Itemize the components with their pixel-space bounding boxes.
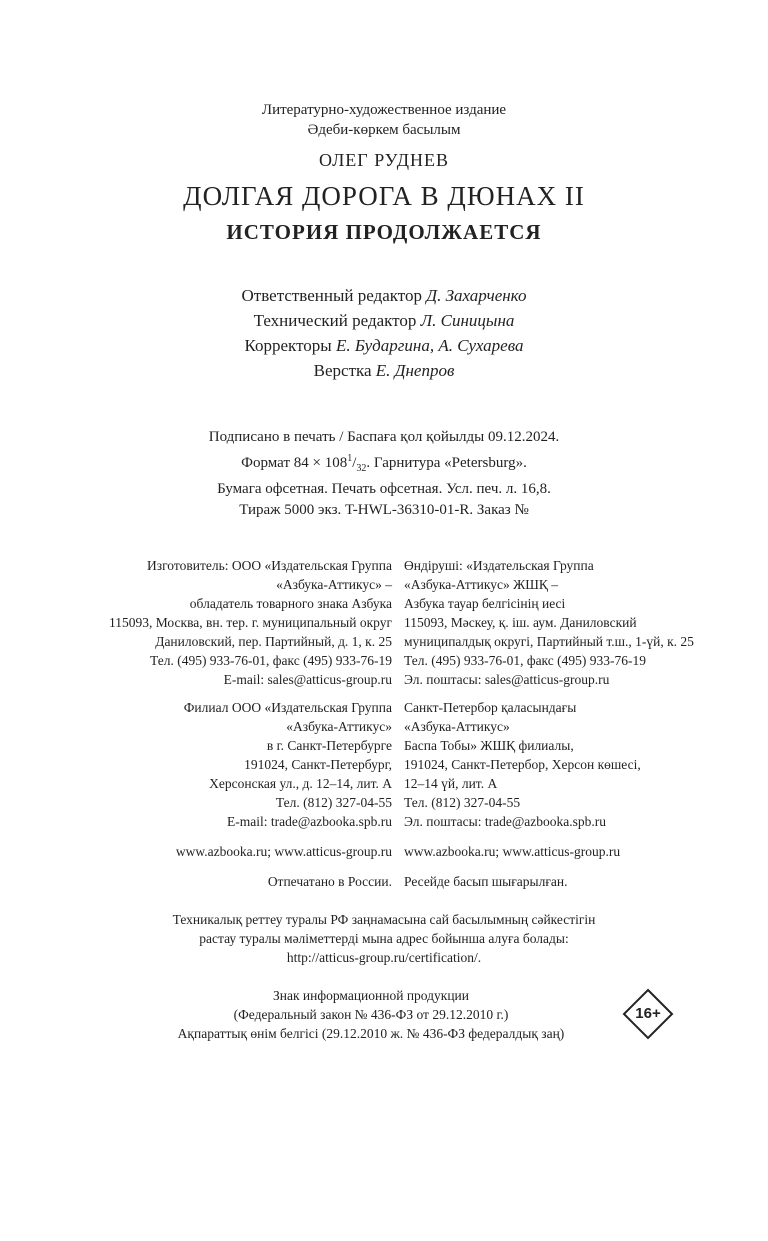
format-line: Формат $84 \times 108^1/_{32}$. Гарнитура «Petersburg».	[241, 453, 527, 474]
title-block	[0, 100, 768, 521]
credit-person: Л. Синицына	[420, 311, 515, 330]
book-subtitle: ИСТОРИЯ ПРОДОЛЖАЕТСЯ	[226, 220, 542, 244]
text-line: «Азбука-Аттикус»	[404, 719, 510, 734]
text-line: в г. Санкт-Петербурге	[266, 738, 392, 753]
manufacturer-ru	[109, 556, 392, 689]
credit-line	[0, 283, 768, 308]
credit-role: Ответственный редактор	[241, 286, 422, 305]
signed-date: Подписано в печать / Баспаға қол қойылды 09.12.2024.	[208, 429, 560, 445]
branch-ru	[184, 698, 392, 831]
text-line: (Федеральный закон № 436-ФЗ от 29.12.2010 г.)	[233, 1007, 509, 1022]
format-numerator: 1	[347, 453, 353, 464]
credit-line	[0, 308, 768, 333]
text-line: 191024, Санкт-Петербор, Херсон көшесі,	[404, 757, 641, 772]
text-line: Даниловский, пер. Партийный, д. 1, к. 25	[155, 634, 392, 649]
text-line: Знак информационной продукции	[272, 988, 470, 1003]
text-line: обладатель товарного знака Азбука	[189, 596, 392, 611]
credit-person: Е. Днепров	[375, 361, 455, 380]
branch-kz	[404, 698, 641, 831]
websites-row	[0, 842, 768, 862]
manufacturer-kz	[404, 556, 694, 689]
printed-row	[0, 872, 768, 892]
text-line: Ақпараттық өнім белгісі (29.12.2010 ж. № 436-ФЗ федералдық заң)	[177, 1026, 565, 1041]
credit-line	[0, 333, 768, 358]
text-line: растау туралы мәліметтерді мына адрес бойынша алуға болады:	[199, 931, 569, 946]
text-line: Филиал ООО «Издательская Группа	[183, 700, 392, 715]
printed-ru: Отпечатано в России.	[267, 874, 392, 889]
edition-type-ru: Литературно-художественное издание	[261, 102, 507, 118]
text-line: Тел. (495) 933-76-01, факс (495) 933-76-19	[149, 653, 392, 668]
text-line: Санкт-Петербор қаласындағы	[404, 700, 577, 715]
credit-person: Д. Захарченко	[426, 286, 527, 305]
format-prefix: Формат 84 × 108	[241, 455, 348, 471]
text-line: 191024, Санкт-Петербург,	[244, 757, 392, 772]
print-run-line: Тираж 5000 экз. T-HWL-36310-01-R. Заказ №	[239, 502, 529, 518]
text-line: «Азбука-Аттикус» –	[276, 577, 392, 592]
credit-role: Технический редактор	[253, 311, 417, 330]
text-line: Өндіруші: «Издательская Группа	[404, 558, 594, 573]
text-line: 115093, Москва, вн. тер. г. муниципальный округ	[109, 615, 392, 630]
text-line: Баспа Тобы» ЖШҚ филиалы,	[404, 738, 574, 753]
text-line: Херсонская ул., д. 12–14, лит. А	[209, 776, 392, 791]
text-line: E-mail: trade@azbooka.spb.ru	[227, 814, 392, 829]
text-line: Эл. поштасы: sales@atticus-group.ru	[404, 672, 610, 687]
websites-ru: www.azbooka.ru; www.atticus-group.ru	[175, 844, 392, 859]
branch-block	[0, 698, 768, 838]
text-line: E-mail: sales@atticus-group.ru	[223, 672, 392, 687]
certification-url: http://atticus-group.ru/certification/.	[286, 950, 482, 965]
credit-person: Е. Бударгина, А. Сухарева	[335, 336, 524, 355]
credit-line	[0, 358, 768, 383]
text-line: 12–14 үй, лит. А	[404, 776, 498, 791]
text-line: Азбука тауар белгісінің иесі	[404, 596, 566, 611]
text-line: «Азбука-Аттикус»	[286, 719, 392, 734]
websites-kz: www.azbooka.ru; www.atticus-group.ru	[404, 844, 621, 859]
age-rating-badge	[622, 988, 674, 1040]
format-suffix: . Гарнитура «Petersburg».	[366, 455, 527, 471]
edition-type-kz: Әдеби-көркем басылым	[307, 122, 461, 138]
text-line: Тел. (812) 327-04-55	[275, 795, 392, 810]
text-line: «Азбука-Аттикус» ЖШҚ –	[404, 577, 558, 592]
manufacturer-block	[0, 556, 768, 696]
tech-regulation	[0, 910, 768, 967]
credit-role: Верстка	[313, 361, 372, 380]
text-line: 115093, Мәскеу, қ. іш. аум. Даниловский	[404, 615, 637, 630]
text-line: Тел. (495) 933-76-01, факс (495) 933-76-19	[404, 653, 647, 668]
author-name: ОЛЕГ РУДНЕВ	[319, 150, 449, 170]
print-info	[0, 427, 768, 521]
text-line: муниципалдық округі, Партийный т.ш., 1-үй, к. 25	[404, 634, 694, 649]
text-line: Тел. (812) 327-04-55	[404, 795, 521, 810]
format-denominator: 32	[356, 463, 367, 474]
credit-role: Корректоры	[244, 336, 332, 355]
text-line: Эл. поштасы: trade@azbooka.spb.ru	[404, 814, 606, 829]
text-line: Изготовитель: ООО «Издательская Группа	[147, 558, 392, 573]
book-title: ДОЛГАЯ ДОРОГА В ДЮНАХ II	[183, 181, 585, 211]
age-rating-label: 16+	[635, 1005, 661, 1022]
printed-kz: Ресейде басып шығарылған.	[404, 874, 568, 889]
paper-line: Бумага офсетная. Печать офсетная. Усл. печ. л. 16,8.	[217, 481, 551, 497]
text-line: Техникалық реттеу туралы РФ заңнамасына сай басылымның сәйкестігін	[172, 912, 596, 927]
credits-list	[0, 283, 768, 383]
